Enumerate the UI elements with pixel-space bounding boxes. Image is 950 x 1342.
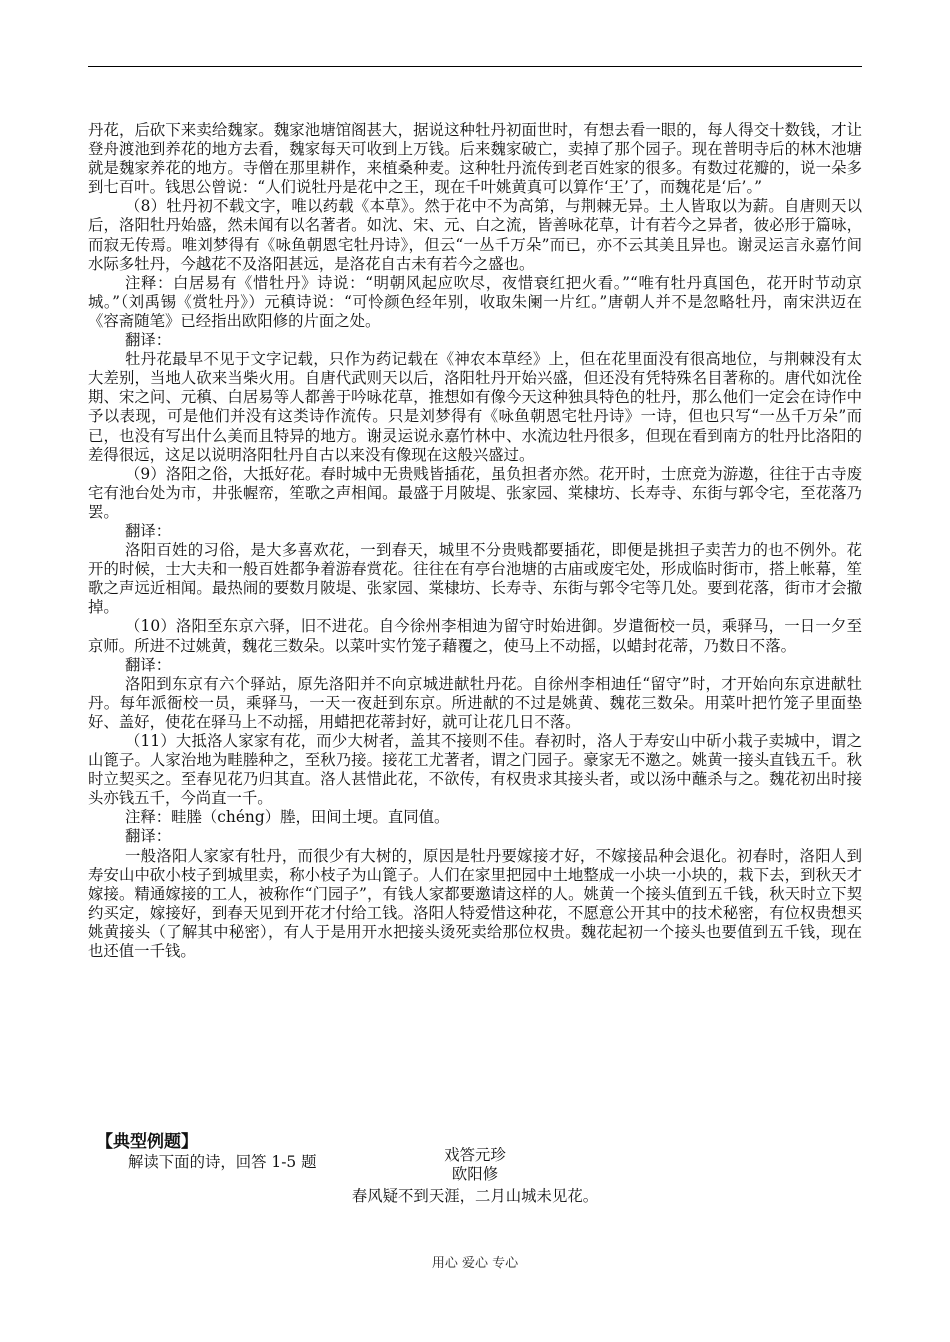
document-body (88, 121, 862, 961)
poem-title: 戏答元珍 (444, 1146, 506, 1164)
annotation-paragraph: 注释：白居易有《惜牡丹》诗说：“明朝风起应吹尽，夜惜衰红把火看。”“唯有牡丹真国色，花开时节动京城。”（刘禹锡《赏牡丹》）元稹诗说：“可怜颜色经年别，收取朱阑一片红。”唐朝人并不是忽略牡丹，南宋洪迈在《容斋随笔》已经指出欧阳修的片面之处。 (88, 273, 862, 330)
paragraph: （11）大抵洛人家家有花，而少大树者，盖其不接则不佳。春初时，洛人于寿安山中斫小栽子卖城中，谓之山篦子。人家治地为畦塍种之，至秋乃接。接花工尤著者，谓之门园子。豪家无不邀之。姚黄一接头直钱五千。秋时立契买之。至春见花乃归其直。洛人甚惜此花，不欲传，有权贵求其接头者，或以汤中蘸杀与之。魏花初出时接头亦钱五千，今尚直一千。 (88, 732, 862, 808)
poem-line: 春风疑不到天涯，二月山城未见花。 (351, 1187, 599, 1205)
paragraph: 牡丹花最早不见于文字记载，只作为药记载在《神农本草经》上，但在花里面没有很高地位，与荆棘没有太大差别，当地人砍来当柴火用。自唐代武则天以后，洛阳牡丹开始兴盛，但还没有凭特殊名目著称的。唐代如沈佺期、宋之问、元稹、白居易等人都善于吟咏花草，推想如有像今天这种独具特色的牡丹，那么他们一定会在诗作中予以表现，可是他们并没有这类诗作流传。只是刘梦得有《咏鱼朝恩宅牡丹诗》一诗，但也只写“一丛千万朵”而已，也没有写出什么美而且特异的地方。谢灵运说永嘉竹林中、水流边牡丹很多，但现在看到南方的牡丹比洛阳的差得很远，这足以说明洛阳牡丹自古以来没有像现在这般兴盛过。 (88, 350, 862, 464)
poem-author: 欧阳修 (451, 1165, 499, 1183)
paragraph: （8）牡丹初不载文字，唯以药载《本草》。然于花中不为高第，与荆棘无异。土人皆取以为薪。自唐则天以后，洛阳牡丹始盛，然未闻有以名著者。如沈、宋、元、白之流，皆善咏花草，计有若今之异者，彼必形于篇咏，而寂无传焉。唯刘梦得有《咏鱼朝恩宅牡丹诗》，但云“一丛千万朵”而已，亦不云其美且异也。谢灵运言永嘉竹间水际多牡丹，今越花不及洛阳甚远，是洛花自古未有若今之盛也。 (88, 197, 862, 273)
section-heading: 【典型例题】 (96, 1132, 198, 1152)
header-rule (88, 66, 862, 67)
paragraph: 一般洛阳人家家有牡丹，而很少有大树的，原因是牡丹要嫁接才好，不嫁接品种会退化。初春时，洛阳人到寿安山中砍小枝子到城里卖，称小枝子为山篦子。人们在家里把园中土地整成一小块一小块的，栽下去，到秋天才嫁接。精通嫁接的工人，被称作“门园子”，有钱人家都要邀请这样的人。姚黄一个接头值到五千钱，秋天时立下契约买定，嫁接好，到春天见到开花才付给工钱。洛阳人特爱惜这种花，不愿意公开其中的技术秘密，有位权贵想买姚黄接头（了解其中秘密），有人于是用开水把接头烫死卖给那位权贵。魏花起初一个接头也要值到五千钱，现在也还值一千钱。 (88, 846, 862, 961)
translation-label: 翻译： (124, 655, 172, 674)
question-instruction: 解读下面的诗，回答 1-5 题 (128, 1153, 317, 1171)
paragraph: （10）洛阳至东京六驿，旧不进花。自今徐州李相迪为留守时始进御。岁遣衙校一员，乘驿马，一日一夕至京师。所进不过姚黄，魏花三数朵。以菜叶实竹笼子藉覆之，使马上不动摇，以蜡封花蒂，乃数日不落。 (88, 617, 862, 655)
translation-label: 翻译： (124, 827, 172, 846)
paragraph: （9）洛阳之俗，大抵好花。春时城中无贵贱皆插花，虽负担者亦然。花开时，士庶竞为游遨，往往于古寺废宅有池台处为市，井张幄帟，笙歌之声相闻。最盛于月陂堤、张家园、棠棣坊、长寿寺、东街与郭令宅，至花落乃罢。 (88, 464, 862, 521)
paragraph: 洛阳百姓的习俗，是大多喜欢花，一到春天，城里不分贵贱都要插花，即便是挑担子卖苦力的也不例外。花开的时候，士大夫和一般百姓都争着游春赏花。往往在有亭台池塘的古庙或废宅处，形成临时街市，搭上帐幕，笙歌之声远近相闻。最热闹的要数月陂堤、张家园、棠棣坊、长寿寺、东街与郭令宅等几处。要到花落，街市才会撤掉。 (88, 541, 862, 617)
translation-label: 翻译： (124, 331, 172, 350)
page-footer: 用心 爱心 专心 (431, 1256, 519, 1271)
paragraph: 洛阳到东京有六个驿站，原先洛阳并不向京城进献牡丹花。自徐州李相迪任“留守”时，才开始向东京进献牡丹。每年派衙校一员，乘驿马，一天一夜赶到东京。所进献的不过是姚黄、魏花三数朵。用菜叶把竹笼子里面垫好、盖好，使花在驿马上不动摇，用蜡把花蒂封好，就可让花几日不落。 (88, 674, 862, 731)
translation-label: 翻译： (124, 521, 172, 540)
paragraph: 丹花，后砍下来卖给魏家。魏家池塘馆阁甚大，据说这种牡丹初面世时，有想去看一眼的，每人得交十数钱，才让登舟渡池到养花的地方去看，魏家每天可收到上万钱。后来魏家破亡，卖掉了那个园子。现在普明寺后的林木池塘就是魏家养花的地方。寺僧在那里耕作，来植桑种麦。这种牡丹流传到老百姓家的很多。有数过花瓣的，说一朵多到七百叶。钱思公曾说：“人们说牡丹是花中之王，现在千叶姚黄真可以算作‘王’了，而魏花是‘后’。” (88, 121, 862, 197)
annotation-paragraph: 注释：畦塍（chéng）塍，田间土埂。直同值。 (124, 808, 450, 827)
